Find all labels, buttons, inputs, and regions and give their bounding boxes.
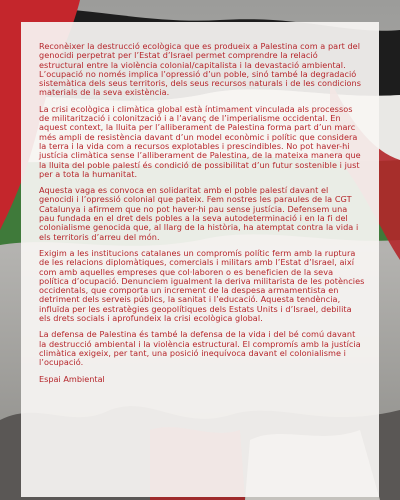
paragraph-defense-of-palestine: La defensa de Palestina és també la defensa de la vida i del bé comú davant la destrucció ambiental i la violència estructural. El compromís amb la justícia climàtica exigeix, per tant, una posició inequívoca davant el colonialisme i l’ocupació. (39, 329, 361, 368)
paragraph-strike-solidarity: Aquesta vaga es convoca en solidaritat amb el poble palestí davant el genocidi i l’opressió colonial que pateix. Fem nostres les paraules de la CGT Catalunya i afirmem que no pot haver-hi pau sense justícia. Defensem una pau fundada en el dret dels pobles a la seva autodeterminació i en la fi del colonialisme genocida que, al llarg de la història, ha atemptat contra la vida i els territoris d’arreu del món. (39, 185, 359, 242)
statement-panel (21, 22, 379, 497)
signature: Espai Ambiental (39, 373, 105, 384)
paragraph-ecological-destruction: Reconèixer la destrucció ecològica que es produeix a Palestina com a part del genocidi perpetrat per l’Estat d’Israel permet comprendre la relació estructural entre la violència colonial/capitalista i la devastació ambiental. L’ocupació no només implica l’opressió d’un poble, sinó també la degradació sistemàtica dels seus territoris, dels seus recursos naturals i de les condicions materials de la seva existència. (39, 41, 362, 98)
paragraph-climate-crisis: La crisi ecològica i climàtica global està íntimament vinculada als processos de militarització i colonització i a l’avanç de l’imperialisme occidental. En aquest context, la lluita per l’alliberament de Palestina forma part d’un marc més ampli de resistència davant d’un model econòmic i polític que considera la terra i la vida com a recursos explotables i prescindibles. No pot haver-hi justícia climàtica sense l’alliberament de Palestina, de la mateixa manera que la lluita del poble palestí és condició de possibilitat d’un futur sostenible i just per a tota la humanitat. (39, 103, 361, 179)
paragraph-demands: Exigim a les institucions catalanes un compromís polític ferm amb la ruptura de les relacions diplomàtiques, comercials i militars amb l’Estat d’Israel, així com amb aquelles empreses que col·laboren o es beneficien de la seva política d’ocupació. Denunciem igualment la deriva militarista de les potències occidentals, que comporta un increment de la despesa armamentista en detriment dels serveis públics, la sanitat i l’educació. Aquesta tendència, influïda per les estratègies geopolítiques dels Estats Units i d’Israel, debilita els drets socials i aprofundeix la crisi ecològica global. (39, 247, 365, 324)
